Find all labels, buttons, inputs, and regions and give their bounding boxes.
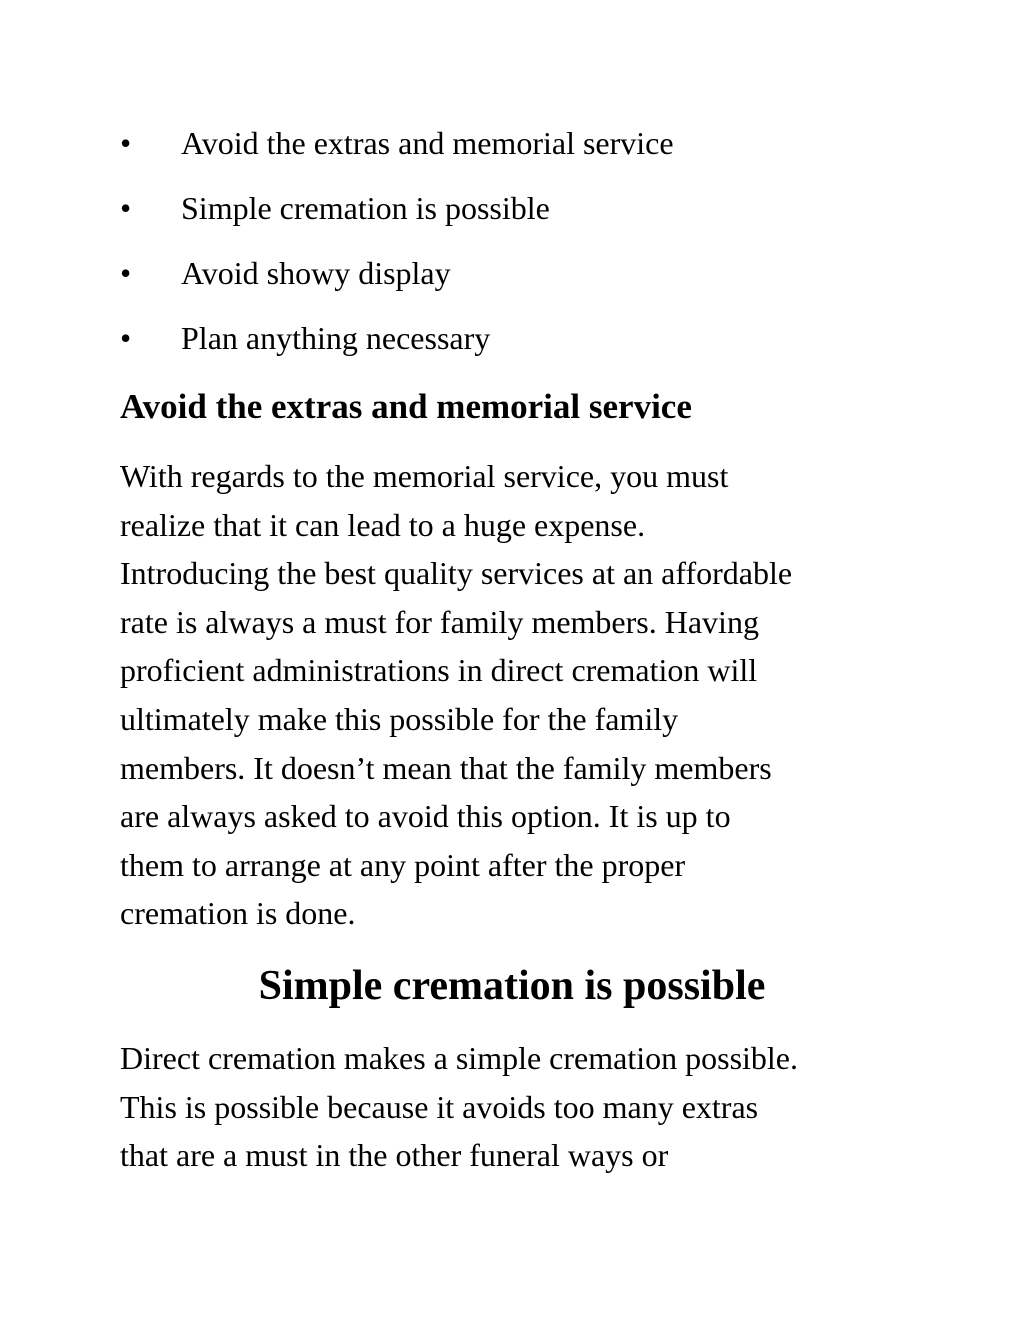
section-heading-memorial-service: Avoid the extras and memorial service	[120, 387, 692, 426]
bullet-text: Avoid showy display	[181, 255, 451, 291]
bullet-mark: •	[120, 125, 132, 161]
paragraph-line: members. It doesn’t mean that the family members	[120, 749, 772, 786]
bullet-text: Simple cremation is possible	[181, 190, 550, 226]
paragraph-line: rate is always a must for family members. Having	[120, 603, 759, 640]
section-paragraph-memorial-service	[120, 452, 910, 938]
paragraph-line: realize that it can lead to a huge expense.	[120, 506, 646, 543]
paragraph-line: cremation is done.	[120, 895, 356, 932]
paragraph-line: With regards to the memorial service, you must	[120, 458, 729, 494]
bullet-mark: •	[120, 255, 132, 291]
paragraph-line: that are a must in the other funeral ways or	[120, 1137, 669, 1174]
bullet-mark: •	[120, 320, 132, 356]
paragraph-line: Introducing the best quality services at an affordable	[120, 555, 793, 592]
paragraph-line: proficient administrations in direct cremation will	[120, 652, 758, 689]
paragraph-line: ultimately make this possible for the family	[120, 700, 679, 737]
section-paragraph-simple-cremation	[120, 1034, 920, 1180]
paragraph-line: them to arrange at any point after the proper	[120, 846, 686, 883]
paragraph-line: Direct cremation makes a simple cremation possible.	[120, 1040, 798, 1076]
bullet-text: Plan anything necessary	[181, 320, 491, 356]
paragraph-line: This is possible because it avoids too many extras	[120, 1088, 759, 1125]
paragraph-line: are always asked to avoid this option. It is up to	[120, 798, 731, 835]
section-heading-simple-cremation: Simple cremation is possible	[258, 963, 766, 1009]
bullet-text: Avoid the extras and memorial service	[181, 125, 674, 161]
bullet-mark: •	[120, 190, 132, 226]
